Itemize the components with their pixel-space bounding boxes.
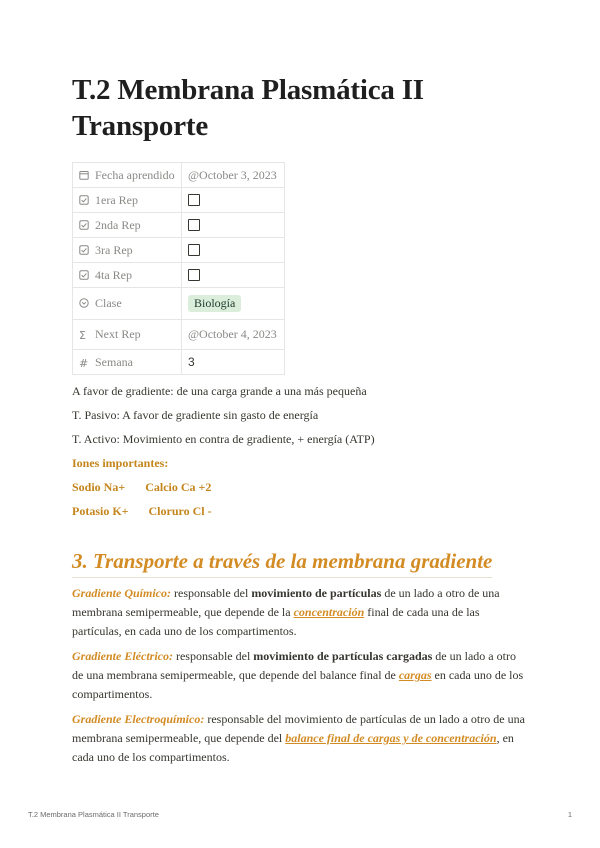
property-label: Semana bbox=[95, 354, 133, 369]
ion-cloruro: Cloruro Cl - bbox=[148, 504, 212, 518]
formula-icon: Σ bbox=[79, 329, 86, 342]
property-row-semana bbox=[73, 350, 285, 375]
highlight-balance: balance final de cargas y de concentración bbox=[285, 731, 497, 745]
footer-title: T.2 Membrana Plasmática II Transporte bbox=[28, 810, 159, 819]
paragraph-gradiente-electrico bbox=[72, 647, 528, 704]
checkbox-property-icon bbox=[79, 220, 89, 230]
title-line-2: Transporte bbox=[72, 110, 209, 142]
checkbox-property-icon bbox=[79, 245, 89, 255]
property-row-4ta-rep bbox=[73, 263, 285, 288]
ions-row-1 bbox=[72, 479, 528, 495]
property-key bbox=[73, 213, 182, 238]
property-key bbox=[73, 263, 182, 288]
note-gradient: A favor de gradiente: de una carga grande a una más pequeña bbox=[72, 384, 367, 398]
ions-heading: Iones importantes: bbox=[72, 456, 169, 470]
term-electroquimico: Gradiente Electroquímico: bbox=[72, 712, 205, 726]
property-label: Clase bbox=[95, 296, 122, 310]
checkbox-property-icon bbox=[79, 270, 89, 280]
ion-potasio: Potasio K+ bbox=[72, 504, 129, 518]
property-label: 1era Rep bbox=[95, 192, 138, 207]
property-row-fecha bbox=[73, 163, 285, 188]
property-label: Fecha aprendido bbox=[95, 167, 175, 182]
section-heading: 3. Transporte a través de la membrana gradiente bbox=[72, 547, 492, 578]
title-line-1: T.2 Membrana Plasmática II bbox=[72, 74, 424, 106]
calendar-icon bbox=[79, 170, 89, 180]
ion-calcio: Calcio Ca +2 bbox=[145, 480, 212, 494]
property-label: 3ra Rep bbox=[95, 242, 133, 257]
properties-table bbox=[72, 162, 285, 375]
highlight-cargas: cargas bbox=[398, 668, 432, 682]
text: responsable del bbox=[172, 649, 254, 663]
text: responsable del bbox=[171, 586, 252, 600]
page-title bbox=[72, 72, 528, 144]
property-label: 4ta Rep bbox=[95, 267, 132, 282]
term-quimico: Gradiente Químico: bbox=[72, 586, 171, 600]
property-label: Next Rep bbox=[95, 327, 141, 341]
property-label: 2nda Rep bbox=[95, 217, 141, 232]
property-key bbox=[73, 350, 182, 375]
paragraph-gradiente-electroquimico bbox=[72, 710, 528, 767]
text: de un lado a otro de una membrana semipermeable, que depende del balance final de bbox=[72, 649, 516, 682]
property-value[interactable]: @October 3, 2023 bbox=[182, 163, 285, 188]
property-key bbox=[73, 163, 182, 188]
checkbox-1era-rep[interactable] bbox=[188, 194, 200, 206]
note-active: T. Activo: Movimiento en contra de gradiente, + energía (ATP) bbox=[72, 432, 375, 446]
property-value bbox=[182, 288, 285, 320]
property-row-clase bbox=[73, 288, 285, 320]
property-key bbox=[73, 320, 182, 350]
property-key bbox=[73, 238, 182, 263]
bold-text: movimiento de partículas bbox=[251, 586, 382, 600]
bold-text: movimiento de partículas cargadas bbox=[253, 649, 433, 663]
notes-block bbox=[72, 383, 528, 519]
checkbox-4ta-rep[interactable] bbox=[188, 269, 200, 281]
footer-page-number: 1 bbox=[567, 810, 572, 819]
property-row-next-rep bbox=[73, 320, 285, 350]
text: , en cada uno de los compartimentos. bbox=[72, 731, 514, 764]
document-page bbox=[72, 72, 528, 773]
clase-tag[interactable]: Biología bbox=[188, 295, 241, 312]
property-row-3ra-rep bbox=[73, 238, 285, 263]
property-value bbox=[182, 213, 285, 238]
term-electrico: Gradiente Eléctrico: bbox=[72, 649, 173, 663]
property-row-2nda-rep bbox=[73, 213, 285, 238]
property-value[interactable]: @October 4, 2023 bbox=[182, 320, 285, 350]
text: responsable del movimiento de partículas de un lado a otro de una membrana semipermeable, que depende del bbox=[72, 712, 525, 745]
property-value bbox=[182, 188, 285, 213]
ions-row-2 bbox=[72, 503, 528, 519]
property-key bbox=[73, 188, 182, 213]
ion-sodio: Sodio Na+ bbox=[72, 480, 126, 494]
highlight-concentracion: concentración bbox=[293, 605, 365, 619]
note-passive: T. Pasivo: A favor de gradiente sin gasto de energía bbox=[72, 408, 319, 422]
text: de un lado a otro de una membrana semipermeable, que depende de la bbox=[72, 586, 500, 619]
text: final de cada una de las partículas, en cada uno de los compartimentos. bbox=[72, 605, 480, 638]
paragraph-gradiente-quimico bbox=[72, 584, 528, 641]
property-key bbox=[73, 288, 182, 320]
select-icon bbox=[79, 298, 89, 308]
checkbox-2nda-rep[interactable] bbox=[188, 219, 200, 231]
checkbox-property-icon bbox=[79, 195, 89, 205]
property-value bbox=[182, 263, 285, 288]
text: en cada uno de los compartimentos. bbox=[72, 668, 524, 701]
page-footer bbox=[28, 810, 572, 819]
property-value[interactable]: 3 bbox=[182, 350, 285, 375]
number-icon: # bbox=[79, 356, 89, 370]
property-value bbox=[182, 238, 285, 263]
property-row-1era-rep bbox=[73, 188, 285, 213]
checkbox-3ra-rep[interactable] bbox=[188, 244, 200, 256]
